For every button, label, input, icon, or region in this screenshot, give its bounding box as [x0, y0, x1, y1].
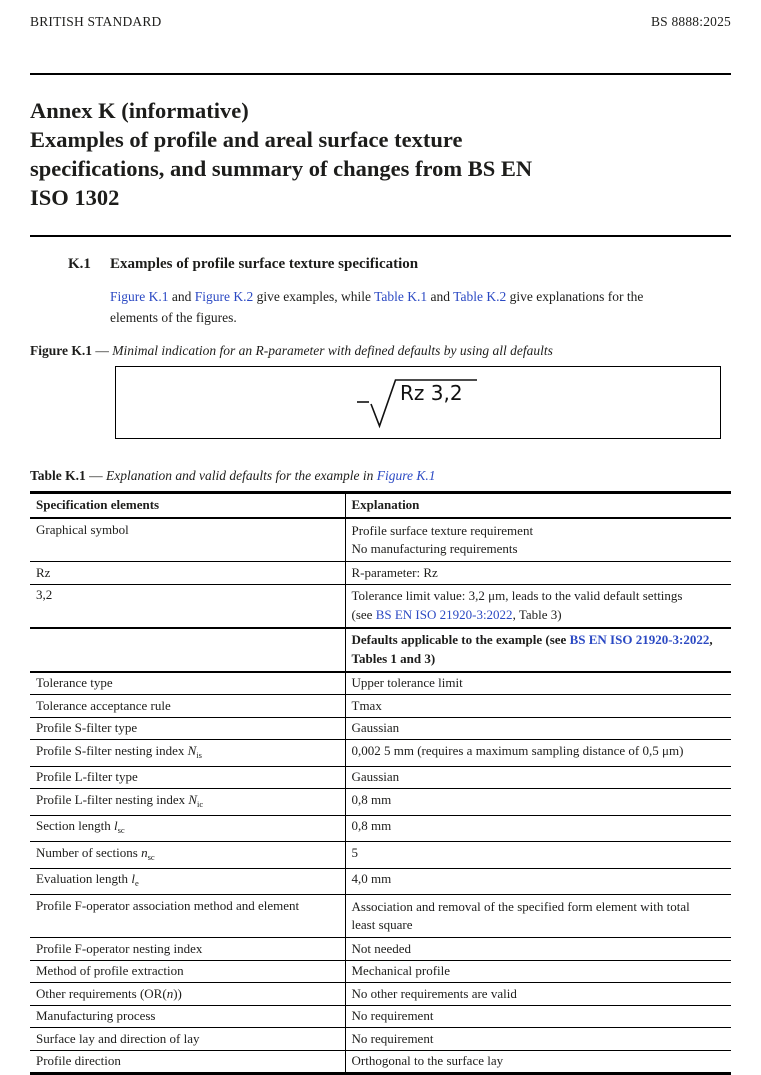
- reference-link[interactable]: Figure K.1: [377, 468, 436, 483]
- text-segment: Profile L-filter nesting index: [36, 792, 188, 807]
- explanation-line: [352, 1008, 726, 1025]
- text-segment: Other requirements (OR(: [36, 986, 167, 1001]
- spec-element-cell: [30, 815, 345, 842]
- reference-link[interactable]: Figure K.2: [195, 289, 254, 304]
- explanation-cell: [345, 815, 731, 842]
- explanation-cell: [345, 842, 731, 869]
- text-segment: and: [427, 289, 453, 304]
- explanation-line: [352, 818, 726, 835]
- explanation-line: [352, 941, 726, 958]
- text-segment: Explanation and valid defaults for the example in: [106, 468, 377, 483]
- explanation-line: [352, 650, 726, 669]
- text-segment: Tolerance limit value: 3,2 μm, leads to the valid default settings: [352, 588, 683, 603]
- explanation-cell: [345, 938, 731, 961]
- text-segment: n: [167, 986, 174, 1001]
- caption-dash: —: [89, 468, 103, 483]
- text-segment: )): [173, 986, 182, 1001]
- column-header-specification-elements: Specification elements: [30, 492, 345, 518]
- explanation-line: [352, 986, 726, 1003]
- explanation-cell: [345, 766, 731, 789]
- explanation-cell: [345, 1050, 731, 1074]
- explanation-line: [352, 792, 726, 809]
- text-segment: Number of sections: [36, 845, 141, 860]
- text-segment: ,: [709, 632, 712, 647]
- section-number: K.1: [68, 256, 110, 273]
- text-segment: 5: [352, 845, 359, 860]
- explanation-cell: [345, 584, 731, 628]
- spec-element-cell: [30, 672, 345, 695]
- text-segment: 0,8 mm: [352, 818, 392, 833]
- explanation-line: [352, 845, 726, 862]
- text-segment: Rz: [36, 565, 50, 580]
- annex-title-rest: Examples of profile and areal surface texture specifications, and summary of changes from BS EN ISO 1302: [30, 127, 532, 210]
- table-row: [30, 815, 731, 842]
- explanation-line: [352, 963, 726, 980]
- spec-element-cell: [30, 868, 345, 895]
- table-k1: [30, 491, 731, 1075]
- table-row: [30, 789, 731, 816]
- explanation-cell: [345, 983, 731, 1006]
- reference-link[interactable]: Table K.1: [374, 289, 427, 304]
- table-row: [30, 672, 731, 695]
- table-row: [30, 518, 731, 562]
- explanation-line: [352, 871, 726, 888]
- explanation-cell: [345, 518, 731, 562]
- text-segment: give explanations for the elements of the figures.: [110, 289, 643, 325]
- explanation-cell: [345, 562, 731, 585]
- spec-element-cell: [30, 717, 345, 740]
- text-segment: No manufacturing requirements: [352, 541, 518, 556]
- text-segment: Evaluation length: [36, 871, 131, 886]
- table-header-row: [30, 492, 731, 518]
- explanation-line: [352, 743, 726, 760]
- header-rule: [30, 73, 731, 75]
- text-segment: Upper tolerance limit: [352, 675, 463, 690]
- running-header-left: BRITISH STANDARD: [30, 14, 162, 30]
- text-segment: Section length: [36, 818, 114, 833]
- spec-element-cell: [30, 584, 345, 628]
- spec-element-cell: [30, 628, 345, 672]
- text-segment: Profile F-operator association method and element: [36, 898, 299, 913]
- text-segment: Tables 1 and 3): [352, 651, 436, 666]
- table-caption-text: [106, 468, 435, 483]
- explanation-line: [352, 898, 726, 917]
- spec-element-cell: [30, 842, 345, 869]
- table-row: [30, 628, 731, 672]
- spec-element-cell: [30, 518, 345, 562]
- text-segment: 4,0 mm: [352, 871, 392, 886]
- explanation-cell: [345, 740, 731, 767]
- text-segment: (see: [352, 607, 376, 622]
- table-row: [30, 842, 731, 869]
- text-segment: sc: [148, 852, 155, 862]
- explanation-cell: [345, 1005, 731, 1028]
- text-segment: least square: [352, 917, 413, 932]
- table-row: [30, 717, 731, 740]
- spec-element-cell: [30, 895, 345, 938]
- section-paragraph: [110, 286, 688, 328]
- text-segment: and: [169, 289, 195, 304]
- caption-dash: —: [95, 343, 109, 358]
- text-segment: 3,2: [36, 587, 52, 602]
- text-segment: n: [141, 845, 148, 860]
- reference-link[interactable]: BS EN ISO 21920-3:2022: [570, 632, 710, 647]
- table-k1-body: [30, 518, 731, 1074]
- section-heading: [30, 256, 731, 273]
- section-title: Examples of profile surface texture specification: [110, 256, 418, 273]
- spec-element-cell: [30, 695, 345, 718]
- explanation-cell: [345, 717, 731, 740]
- explanation-line: [352, 769, 726, 786]
- spec-element-cell: [30, 789, 345, 816]
- table-row: [30, 1005, 731, 1028]
- table-row: [30, 562, 731, 585]
- text-segment: N: [188, 743, 197, 758]
- explanation-line: [352, 522, 726, 541]
- column-header-explanation: Explanation: [345, 492, 731, 518]
- table-row: [30, 960, 731, 983]
- annex-title-line1: Annex K (informative): [30, 96, 570, 125]
- spec-element-cell: [30, 938, 345, 961]
- text-segment: Manufacturing process: [36, 1008, 156, 1023]
- text-segment: Association and removal of the specified form element with total: [352, 899, 690, 914]
- text-segment: No other requirements are valid: [352, 986, 517, 1001]
- spec-element-cell: [30, 1050, 345, 1074]
- text-segment: Profile direction: [36, 1053, 121, 1068]
- explanation-line: [352, 606, 726, 625]
- explanation-line: [352, 565, 726, 582]
- spec-element-cell: [30, 983, 345, 1006]
- text-segment: Graphical symbol: [36, 522, 129, 537]
- explanation-line: [352, 698, 726, 715]
- table-row: [30, 868, 731, 895]
- text-segment: Not needed: [352, 941, 412, 956]
- spec-element-cell: [30, 1005, 345, 1028]
- text-segment: Orthogonal to the surface lay: [352, 1053, 504, 1068]
- table-row: [30, 983, 731, 1006]
- text-segment: Profile L-filter type: [36, 769, 138, 784]
- text-segment: Tolerance type: [36, 675, 113, 690]
- text-segment: Profile S-filter type: [36, 720, 137, 735]
- text-segment: Profile F-operator nesting index: [36, 941, 202, 956]
- text-segment: e: [135, 878, 139, 888]
- text-segment: No requirement: [352, 1008, 434, 1023]
- text-segment: Tmax: [352, 698, 382, 713]
- spec-element-cell: [30, 740, 345, 767]
- spec-element-cell: [30, 562, 345, 585]
- text-segment: Gaussian: [352, 720, 400, 735]
- explanation-cell: [345, 960, 731, 983]
- reference-link[interactable]: Figure K.1: [110, 289, 169, 304]
- text-segment: 0,002 5 mm (requires a maximum sampling distance of 0,5 μm): [352, 743, 684, 758]
- reference-link[interactable]: Table K.2: [453, 289, 506, 304]
- symbol-rz-value: Rz 3,2: [400, 381, 463, 405]
- table-row: [30, 584, 731, 628]
- text-segment: give examples, while: [253, 289, 374, 304]
- explanation-cell: [345, 695, 731, 718]
- text-segment: Defaults applicable to the example (see: [352, 632, 570, 647]
- table-row: [30, 1050, 731, 1074]
- spec-element-cell: [30, 960, 345, 983]
- figure-caption-text: Minimal indication for an R-parameter with defined defaults by using all defaults: [112, 343, 553, 358]
- explanation-line: [352, 916, 726, 935]
- figure-k1-box: [115, 366, 721, 439]
- table-row: [30, 895, 731, 938]
- table-row: [30, 766, 731, 789]
- section-rule: [30, 235, 731, 237]
- table-row: [30, 740, 731, 767]
- reference-link[interactable]: BS EN ISO 21920-3:2022: [376, 607, 513, 622]
- surface-texture-symbol: [351, 375, 486, 430]
- table-caption: [30, 468, 731, 484]
- text-segment: l: [114, 818, 118, 833]
- text-segment: No requirement: [352, 1031, 434, 1046]
- text-segment: Mechanical profile: [352, 963, 451, 978]
- explanation-line: [352, 675, 726, 692]
- text-segment: , Table 3): [513, 607, 562, 622]
- text-segment: is: [196, 750, 202, 760]
- text-segment: sc: [118, 825, 125, 835]
- text-segment: Method of profile extraction: [36, 963, 184, 978]
- table-label: Table K.1: [30, 468, 86, 483]
- explanation-cell: [345, 868, 731, 895]
- explanation-line: [352, 540, 726, 559]
- text-segment: ic: [197, 799, 203, 809]
- spec-element-cell: [30, 766, 345, 789]
- explanation-cell: [345, 789, 731, 816]
- running-header: [30, 14, 731, 30]
- text-segment: Profile surface texture requirement: [352, 523, 534, 538]
- explanation-cell: [345, 895, 731, 938]
- explanation-line: [352, 631, 726, 650]
- explanation-line: [352, 1053, 726, 1070]
- figure-caption: [30, 343, 731, 359]
- text-segment: l: [131, 871, 135, 886]
- explanation-cell: [345, 628, 731, 672]
- text-segment: N: [188, 792, 197, 807]
- running-header-right: BS 8888:2025: [651, 14, 731, 30]
- explanation-line: [352, 1031, 726, 1048]
- text-segment: Tolerance acceptance rule: [36, 698, 171, 713]
- explanation-cell: [345, 672, 731, 695]
- table-row: [30, 938, 731, 961]
- table-row: [30, 695, 731, 718]
- text-segment: Surface lay and direction of lay: [36, 1031, 200, 1046]
- text-segment: 0,8 mm: [352, 792, 392, 807]
- explanation-line: [352, 587, 726, 606]
- text-segment: R-parameter: Rz: [352, 565, 438, 580]
- text-segment: Gaussian: [352, 769, 400, 784]
- figure-label: Figure K.1: [30, 343, 92, 358]
- explanation-line: [352, 720, 726, 737]
- text-segment: Profile S-filter nesting index: [36, 743, 188, 758]
- annex-title: [30, 96, 570, 212]
